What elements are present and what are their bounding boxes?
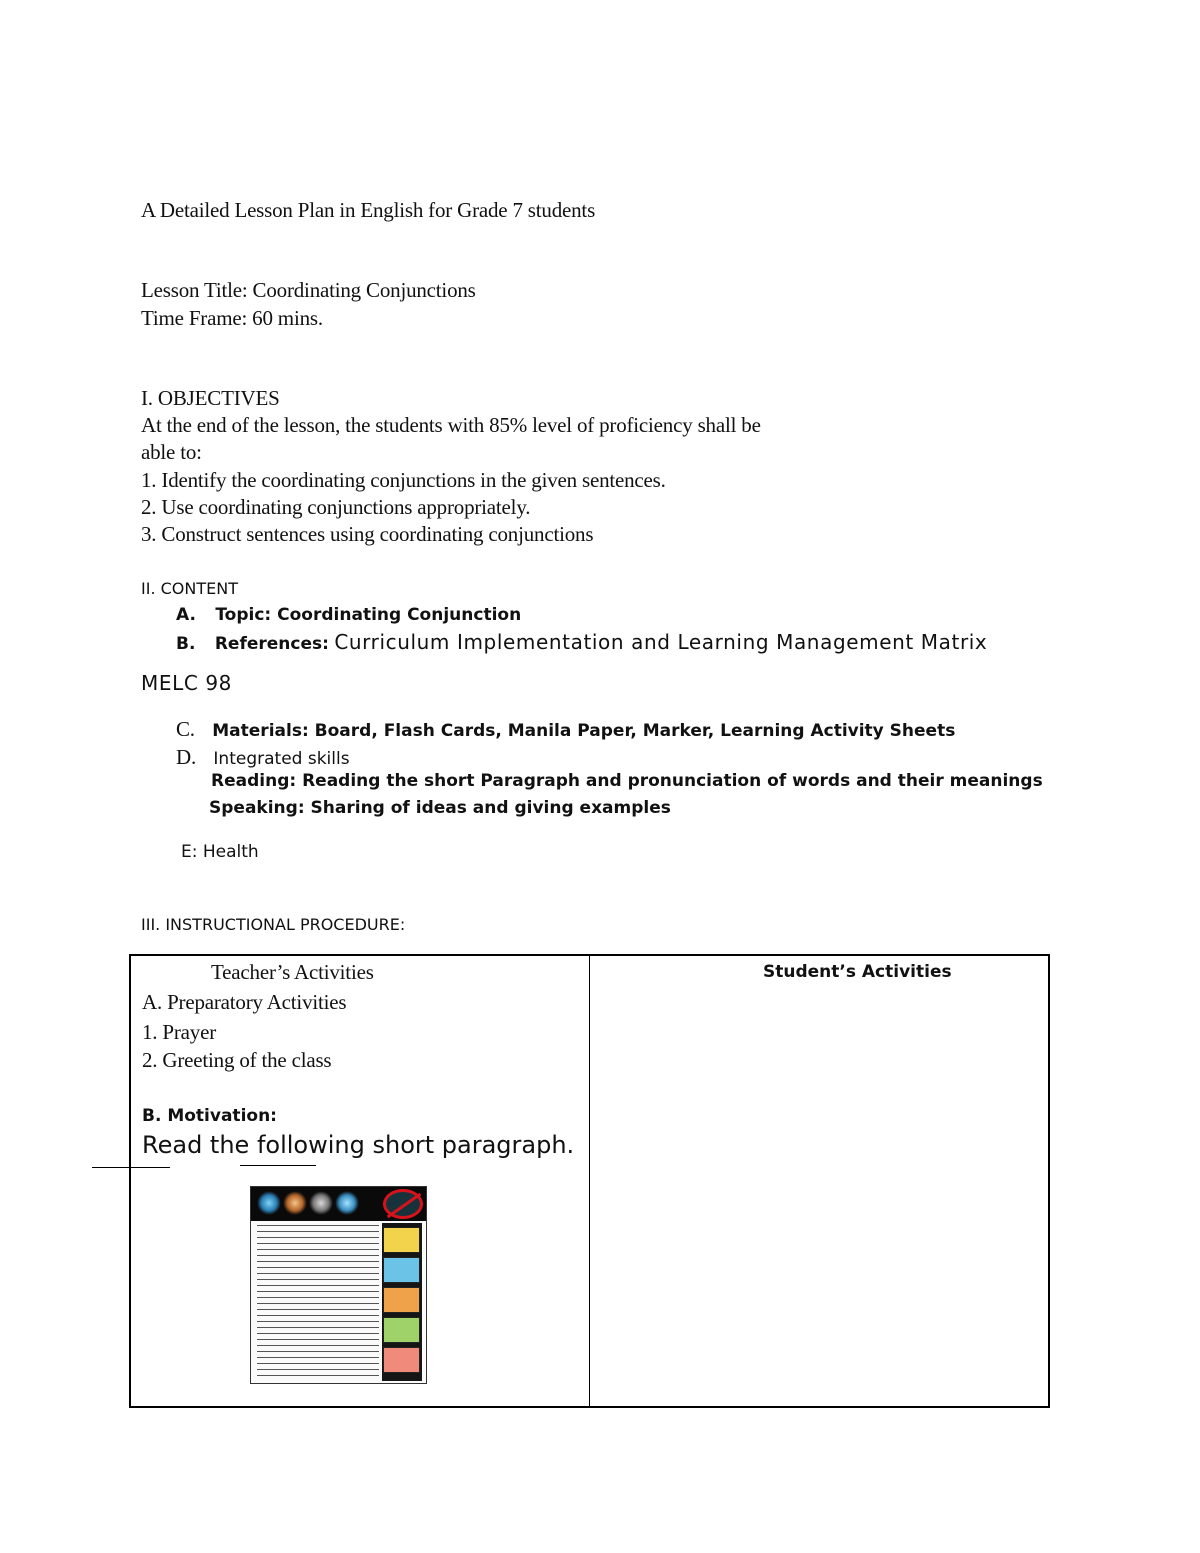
column-divider	[589, 956, 590, 1406]
content-item-d	[176, 747, 350, 768]
content-item-c	[176, 719, 955, 740]
content-item-e: E: Health	[181, 842, 259, 862]
objective-item: 2. Use coordinating conjunctions appropriately.	[141, 495, 531, 519]
prayer-item: 1. Prayer	[142, 1020, 217, 1044]
poster-image	[250, 1186, 427, 1384]
objective-item: 1. Identify the coordinating conjunctions in the given sentences.	[141, 468, 666, 492]
content-heading: II. CONTENT	[141, 579, 238, 598]
integrated-skills-label: Integrated skills	[213, 749, 350, 769]
poster-tile	[383, 1227, 420, 1253]
topic-label: Topic: Coordinating Conjunction	[215, 605, 522, 625]
greeting-item: 2. Greeting of the class	[142, 1048, 332, 1072]
procedure-heading: III. INSTRUCTIONAL PROCEDURE:	[141, 915, 406, 934]
time-frame: Time Frame: 60 mins.	[141, 306, 323, 330]
no-virus-icon	[383, 1189, 423, 1219]
lesson-title: Lesson Title: Coordinating Conjunctions	[141, 278, 476, 302]
rule-line	[240, 1165, 316, 1166]
melc-code: MELC 98	[141, 671, 233, 695]
materials-label: Materials: Board, Flash Cards, Manila Paper, Marker, Learning Activity Sheets	[212, 721, 956, 741]
references-value: Curriculum Implementation and Learning Management Matrix	[334, 630, 988, 654]
poster-paragraph	[257, 1223, 379, 1377]
virus-icon	[257, 1191, 281, 1215]
objectives-intro: At the end of the lesson, the students with 85% level of proficiency shall be	[141, 413, 761, 437]
teacher-activities-header: Teacher’s Activities	[211, 960, 374, 984]
list-letter: C.	[176, 717, 195, 741]
list-letter: D.	[176, 745, 197, 769]
student-activities-header: Student’s Activities	[763, 962, 952, 982]
content-item-a	[176, 607, 521, 624]
poster-tile	[383, 1347, 420, 1373]
virus-icon	[309, 1191, 333, 1215]
list-letter: B.	[176, 634, 196, 654]
speaking-skill: Speaking: Sharing of ideas and giving examples	[209, 798, 671, 818]
objective-item: 3. Construct sentences using coordinating conjunctions	[141, 522, 594, 546]
content-item-b	[176, 632, 987, 653]
list-letter: A.	[176, 605, 196, 625]
poster-tile	[383, 1257, 420, 1283]
motivation-heading: B. Motivation:	[142, 1106, 277, 1126]
virus-icon	[283, 1191, 307, 1215]
poster-tile	[383, 1287, 420, 1313]
document-title: A Detailed Lesson Plan in English for Grade 7 students	[141, 198, 596, 222]
preparatory-activities: A. Preparatory Activities	[142, 990, 347, 1014]
poster-tile	[383, 1317, 420, 1343]
references-label: References:	[214, 634, 329, 654]
objectives-intro-cont: able to:	[141, 440, 202, 464]
motivation-instruction: Read the following short paragraph.	[142, 1131, 575, 1159]
objectives-heading: I. OBJECTIVES	[141, 386, 280, 410]
virus-icon	[335, 1191, 359, 1215]
rule-line	[92, 1167, 170, 1168]
reading-skill: Reading: Reading the short Paragraph and pronunciation of words and their meanings	[211, 771, 1043, 791]
